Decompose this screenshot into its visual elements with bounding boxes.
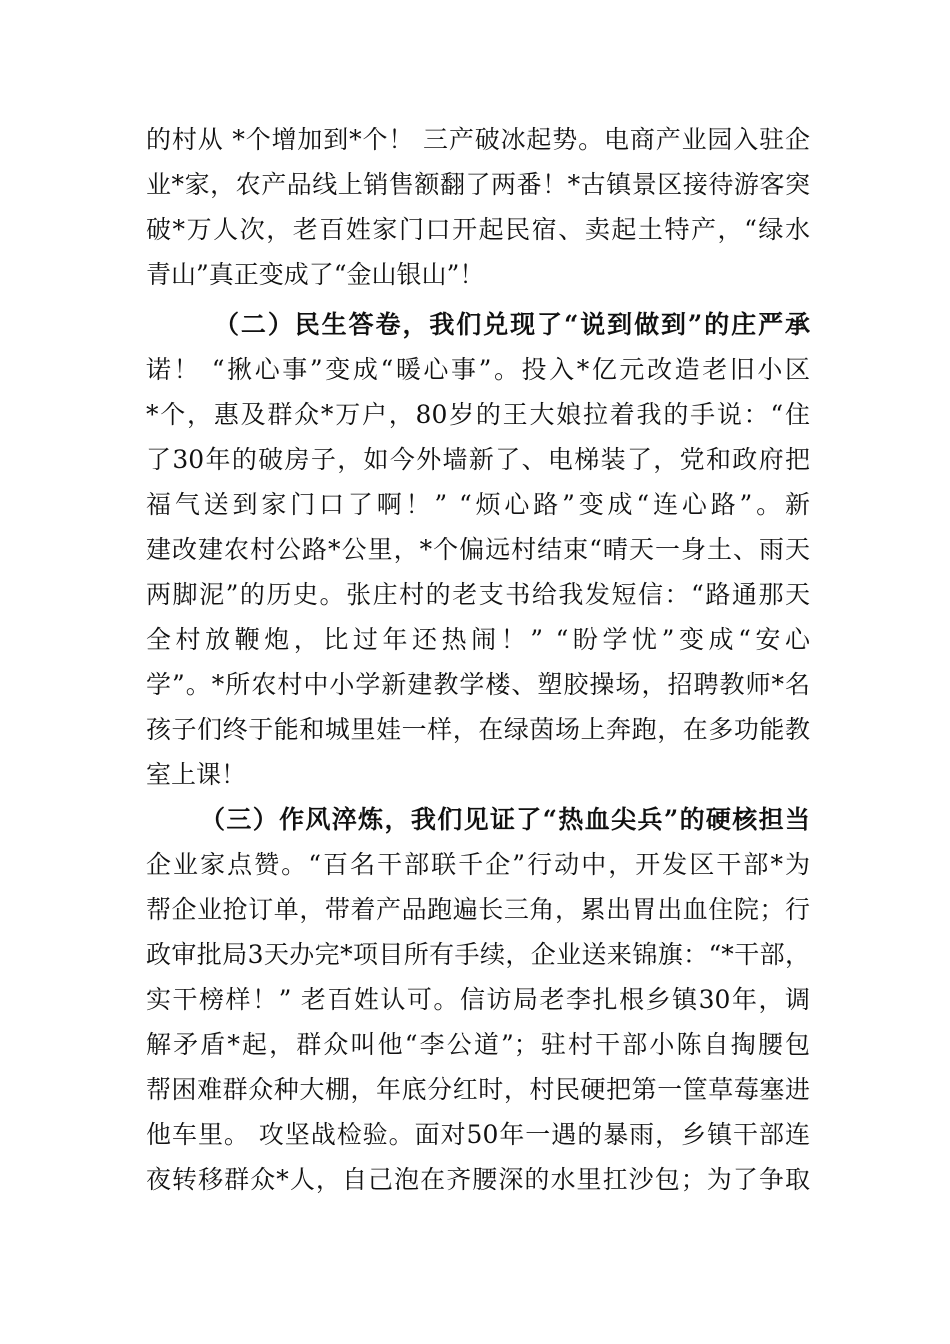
body-line-1: 的村从 *个增加到*个！ 三产破冰起势。电商产业园入驻企 (146, 125, 810, 154)
body-line-6: 诺！ “揪心事”变成“暖心事”。投入*亿元改造老旧小区 (146, 355, 810, 384)
body-line-18: 帮企业抢订单，带着产品跑遍长三角，累出胃出血住院；行 (146, 895, 810, 924)
body-line-13: 学”。*所农村中小学新建教学楼、塑胶操场，招聘教师*名 (146, 670, 810, 699)
body-line-20: 实干榜样！” 老百姓认可。信访局老李扎根乡镇30年，调 (146, 985, 810, 1014)
body-line-24: 夜转移群众*人，自己泡在齐腰深的水里扛沙包；为了争取 (146, 1165, 810, 1194)
body-line-15: 室上课！ (146, 760, 247, 789)
body-line-3: 破*万人次，老百姓家门口开起民宿、卖起土特产，“绿水 (146, 215, 810, 244)
body-line-12: 全村放鞭炮，比过年还热闹！” “盼学忧”变成“安心 (146, 625, 810, 654)
body-line-9: 福气送到家门口了啊！” “烦心路”变成“连心路”。新 (146, 490, 810, 519)
body-line-2: 业*家，农产品线上销售额翻了两番！*古镇景区接待游客突 (146, 170, 810, 199)
body-line-22: 帮困难群众种大棚，年底分红时，村民硬把第一筐草莓塞进 (146, 1075, 810, 1104)
body-line-19: 政审批局3天办完*项目所有手续，企业送来锦旗：“*干部， (146, 940, 810, 969)
section-heading-2: （二）民生答卷，我们兑现了“说到做到”的庄严承 (214, 310, 810, 339)
section-heading-3: （三）作风淬炼，我们见证了“热血尖兵”的硬核担当 (200, 805, 810, 834)
body-line-14: 孩子们终于能和城里娃一样，在绿茵场上奔跑，在多功能教 (146, 715, 810, 744)
body-line-4: 青山”真正变成了“金山银山”！ (146, 260, 485, 289)
body-line-17: 企业家点赞。“百名干部联千企”行动中，开发区干部*为 (146, 850, 810, 879)
body-line-7: *个，惠及群众*万户，80岁的王大娘拉着我的手说：“住 (146, 400, 810, 429)
body-line-21: 解矛盾*起，群众叫他“李公道”；驻村干部小陈自掏腰包 (146, 1030, 810, 1059)
body-line-10: 建改建农村公路*公里，*个偏远村结束“晴天一身土、雨天 (146, 535, 810, 564)
body-line-8: 了30年的破房子，如今外墙新了、电梯装了，党和政府把 (146, 445, 810, 474)
body-line-11: 两脚泥”的历史。张庄村的老支书给我发短信：“路通那天 (146, 580, 810, 609)
body-line-23: 他车里。 攻坚战检验。面对50年一遇的暴雨，乡镇干部连 (146, 1120, 810, 1149)
